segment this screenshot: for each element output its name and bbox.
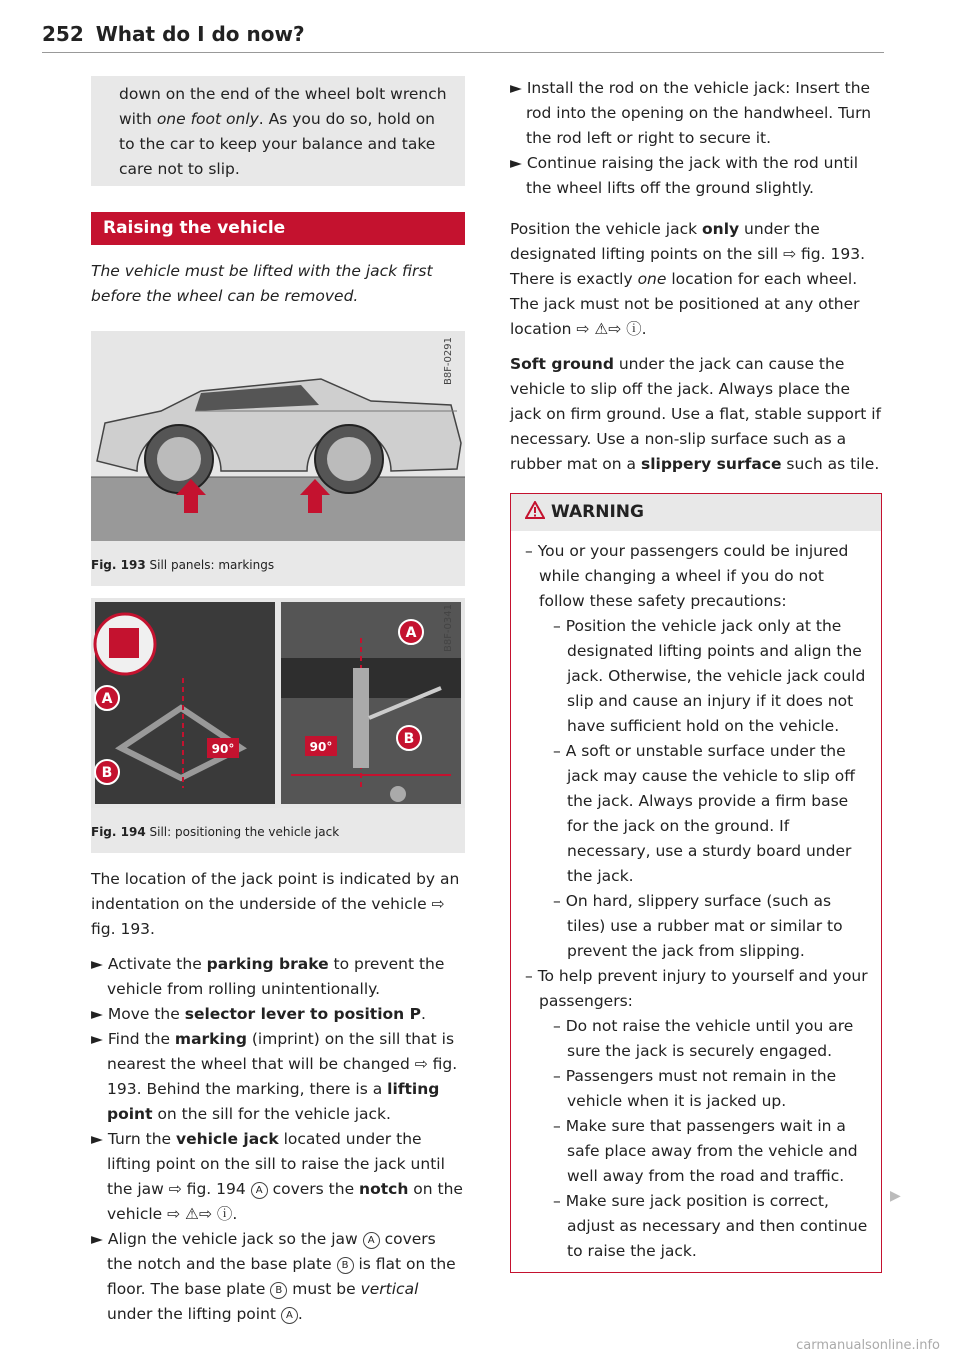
left-column xyxy=(91,76,465,1327)
warning-triangle-icon xyxy=(525,501,545,519)
step-find-marking: ► Find the marking (imprint) on the sill that is nearest the wheel that will be changed ⇨ fig. 193. Behind the marking, there is a lifting point on the sill for the vehicle jack. xyxy=(91,1030,458,1123)
warning-subitem: – A soft or unstable surface under the jack may cause the vehicle to slip off the jack. Always provide a firm base for the jack on the ground. If necessary, use a sturdy board under the jack. xyxy=(553,742,855,885)
footer-watermark: carmanualsonline.info xyxy=(796,1338,940,1353)
warning-item: – You or your passengers could be injured while changing a wheel if you do not follow these safety precautions: xyxy=(525,542,849,610)
step-parking-brake: ► Activate the parking brake to prevent the vehicle from rolling unintentionally. xyxy=(91,955,445,998)
figure-code: B8F-0341 xyxy=(443,604,454,653)
continue-arrow-icon: ▶ xyxy=(890,1188,901,1204)
warning-subitem: – Make sure jack position is correct, adjust as necessary and then continue to raise the jack. xyxy=(553,1192,868,1260)
angle-label-right: 90° xyxy=(309,740,333,754)
warning-subitem: – Passengers must not remain in the vehicle when it is jacked up. xyxy=(553,1067,837,1110)
label-b-left: B xyxy=(101,765,113,781)
step-selector-lever: ► Move the selector lever to position P. xyxy=(91,1005,426,1023)
position-paragraph: Position the vehicle jack only under the designated lifting points on the sill ⇨ fig. 193. There is exactly one location for each wheel. The jack must not be positioned at any other location ⇨ ⚠⇨ ⓘ. xyxy=(510,220,866,338)
figure-194-caption: Fig. 194 Sill: positioning the vehicle jack xyxy=(91,816,465,853)
jack-positioning-illustration xyxy=(91,598,465,808)
warning-subitem: – On hard, slippery surface (such as tiles) use a rubber mat or similar to prevent the jack from slipping. xyxy=(553,892,843,960)
warning-subitem: – Position the vehicle jack only at the designated lifting points and align the jack. Otherwise, the vehicle jack could slip and cause an injury if it does not have sufficient hold on the vehicle. xyxy=(553,617,866,735)
figure-193 xyxy=(91,331,465,549)
right-column xyxy=(510,76,882,1273)
label-b-right: B xyxy=(403,731,415,747)
step-install-rod: ► Install the rod on the vehicle jack: Insert the rod into the opening on the handwheel. Turn the rod left or right to secure it. xyxy=(510,79,872,147)
page-number: 252 xyxy=(42,22,84,46)
section-lead: The vehicle must be lifted with the jack first before the wheel can be removed. xyxy=(91,262,433,305)
warning-header: WARNING xyxy=(511,494,881,531)
angle-label-left: 90° xyxy=(211,742,235,756)
page-title: What do I do now? xyxy=(95,22,305,46)
figure-193-caption: Fig. 193 Sill panels: markings xyxy=(91,549,465,586)
label-a-left: A xyxy=(101,691,113,707)
soft-ground-paragraph: Soft ground under the jack can cause the vehicle to slip off the jack. Always place the jack on firm ground. Use a flat, stable support if necessary. Use a non-slip surface such as a rubber mat on a slippery surface such as tile. xyxy=(510,355,882,473)
jack-point-paragraph: The location of the jack point is indicated by an indentation on the underside of the vehicle ⇨ fig. 193. xyxy=(91,870,460,938)
warning-item: – To help prevent injury to yourself and your passengers: xyxy=(525,967,868,1010)
page-header xyxy=(42,22,884,53)
label-a-right: A xyxy=(405,625,417,641)
step-align-jack: ► Align the vehicle jack so the jaw A covers the notch and the base plate B is flat on the floor. The base plate B must be vertical under the lifting point A . xyxy=(91,1230,456,1323)
warning-box xyxy=(510,493,882,1273)
step-turn-jack: ► Turn the vehicle jack located under the lifting point on the sill to raise the jack until the jaw ⇨ fig. 194 A covers the notch on the vehicle ⇨ ⚠⇨ ⓘ. xyxy=(91,1130,463,1223)
car-side-illustration xyxy=(91,331,465,541)
figure-code: B8F-0291 xyxy=(443,337,454,386)
figure-194 xyxy=(91,598,465,816)
section-title: Raising the vehicle xyxy=(91,212,465,245)
warning-subitem: – Make sure that passengers wait in a safe place away from the vehicle and well away from the road and traffic. xyxy=(553,1117,858,1185)
step-continue-raising: ► Continue raising the jack with the rod until the wheel lifts off the ground slightly. xyxy=(510,154,859,197)
intro-note: down on the end of the wheel bolt wrench with one foot only. As you do so, hold on to the car to keep your balance and take care not to slip. xyxy=(91,76,465,186)
warning-subitem: – Do not raise the vehicle until you are sure the jack is securely engaged. xyxy=(553,1017,854,1060)
